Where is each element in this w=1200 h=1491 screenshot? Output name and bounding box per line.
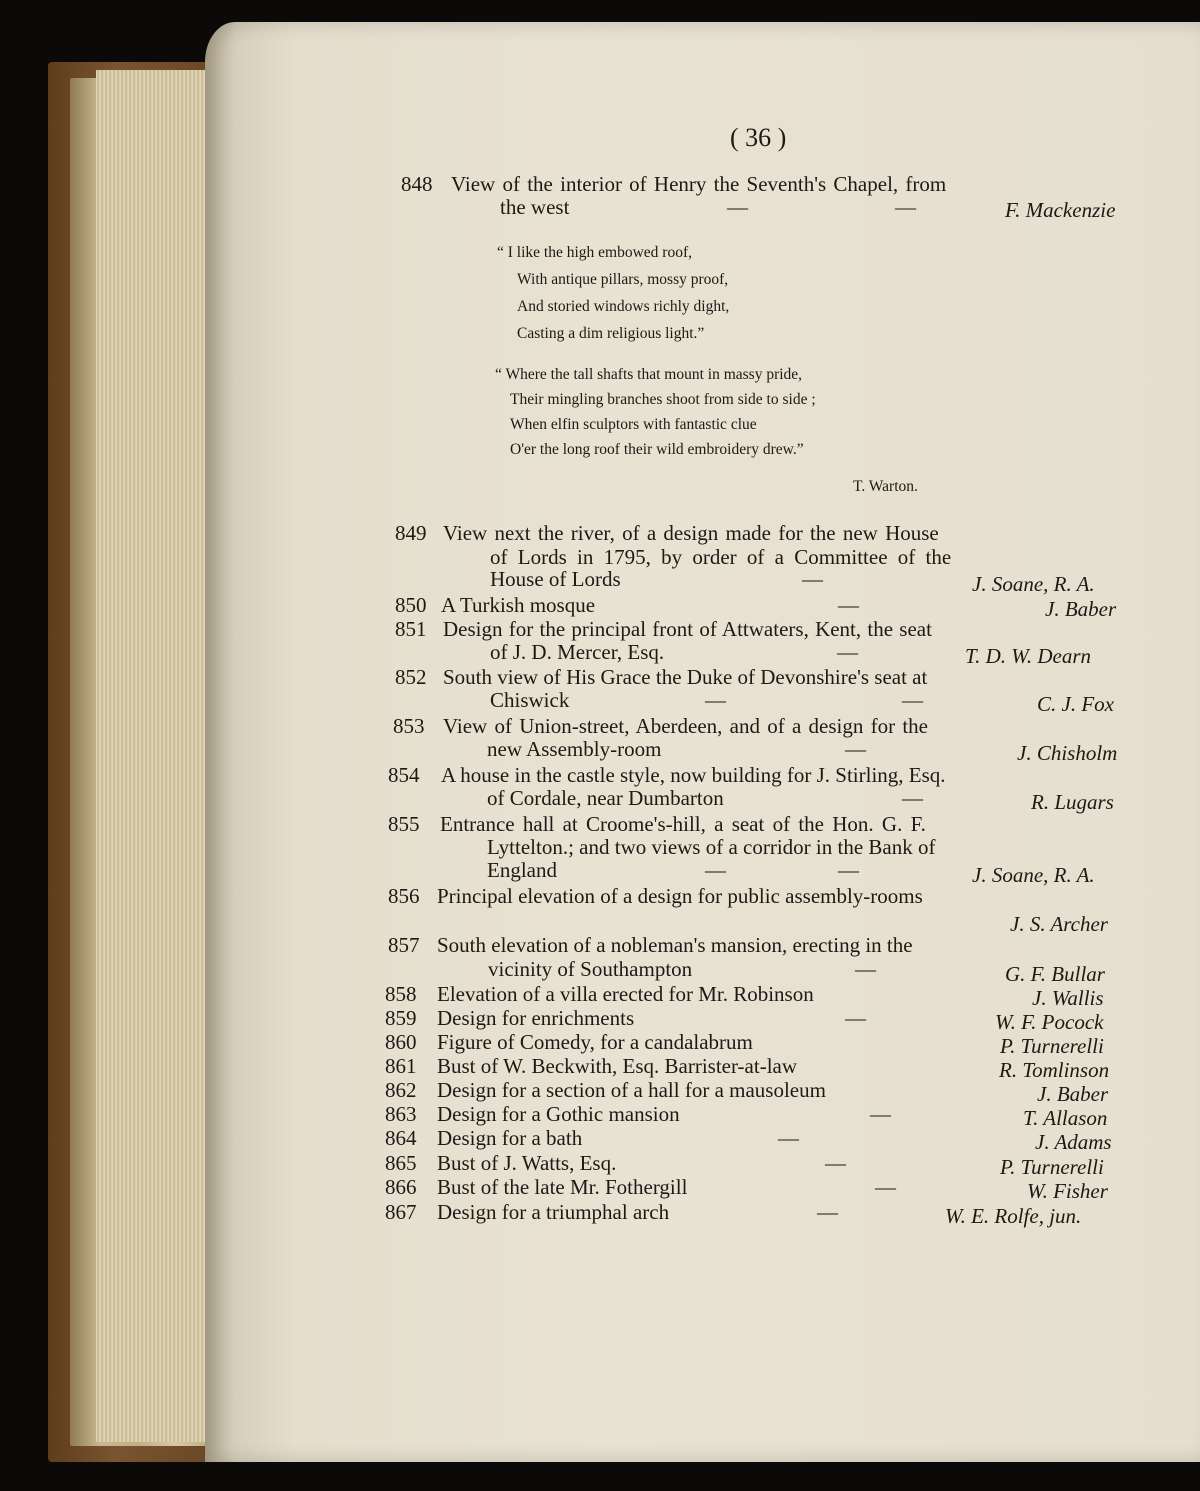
entry-text: South view of His Grace the Duke of Devonshire's seat at (443, 665, 928, 689)
entry-text: Figure of Comedy, for a candalabrum (437, 1030, 753, 1054)
entry-text: England (487, 858, 557, 882)
entry-number: 855 (388, 812, 420, 836)
entry-dash: — (778, 1126, 799, 1150)
page-number: ( 36 ) (730, 123, 787, 152)
entry-text: Design for a triumphal arch (437, 1200, 670, 1224)
entry-dash: — (838, 858, 859, 882)
entry-text: South elevation of a nobleman's mansion, erecting in the (437, 933, 913, 957)
entry-text: View next the river, of a design made for the new House (443, 521, 939, 545)
entry-artist: W. F. Pocock (995, 1010, 1104, 1034)
entry-text: House of Lords (490, 567, 621, 591)
entry-text: Design for a section of a hall for a mausoleum (437, 1078, 826, 1102)
entry-artist: J. Baber (1037, 1082, 1109, 1106)
entry-dash: — (817, 1200, 838, 1224)
entry-dash: — (875, 1175, 896, 1199)
entry-number: 857 (388, 933, 420, 957)
entry-number: 866 (385, 1175, 417, 1199)
entry-number: 858 (385, 982, 417, 1006)
page-stack-edges (96, 70, 206, 1442)
entry-artist: R. Tomlinson (999, 1058, 1110, 1082)
entry-number: 860 (385, 1030, 417, 1054)
entry-artist: T. Allason (1023, 1106, 1108, 1130)
entry-text: Design for enrichments (437, 1006, 635, 1030)
entry-number: 865 (385, 1151, 417, 1175)
entry-text: Bust of J. Watts, Esq. (437, 1151, 617, 1175)
verse-line: Casting a dim religious light.” (517, 325, 705, 342)
entry-artist: W. Fisher (1027, 1179, 1108, 1203)
entry-dash: — (705, 858, 726, 882)
entry-artist: F. Mackenzie (1005, 198, 1116, 222)
entry-artist: T. D. W. Dearn (965, 644, 1092, 668)
entry-number: 867 (385, 1200, 417, 1224)
entry-dash: — (870, 1102, 891, 1126)
entry-text: Entrance hall at Croome's-hill, a seat of the Hon. G. F. (440, 812, 926, 836)
entry-text: A house in the castle style, now building for J. Stirling, Esq. (441, 763, 946, 787)
entry-dash: — (825, 1151, 846, 1175)
entry-text: vicinity of Southampton (488, 957, 693, 981)
entry-number: 849 (395, 521, 427, 545)
verse-line: And storied windows richly dight, (517, 298, 730, 315)
entry-text: Elevation of a villa erected for Mr. Robinson (437, 982, 814, 1006)
entry-number: 854 (388, 763, 420, 787)
entry-artist: G. F. Bullar (1005, 962, 1105, 986)
entry-dash: — (727, 195, 748, 219)
entry-dash: — (902, 688, 923, 712)
verse-line: O'er the long roof their wild embroidery drew.” (510, 441, 804, 458)
entry-number: 863 (385, 1102, 417, 1126)
entry-dash: — (838, 593, 859, 617)
verse-line: “ Where the tall shafts that mount in massy pride, (495, 366, 803, 383)
entry-text: Design for a bath (437, 1126, 583, 1150)
entry-text: Principal elevation of a design for public assembly-rooms (437, 884, 923, 908)
entry-text: of Lords in 1795, by order of a Committee of the (490, 545, 952, 569)
entry-dash: — (895, 195, 916, 219)
entry-dash: — (705, 688, 726, 712)
entry-text: Bust of the late Mr. Fothergill (437, 1175, 688, 1199)
entry-number: 853 (393, 714, 425, 738)
verse-line: Their mingling branches shoot from side to side ; (510, 391, 816, 408)
entry-text: of Cordale, near Dumbarton (487, 786, 724, 810)
entry-text: new Assembly-room (487, 737, 662, 761)
entry-number: 848 (401, 172, 433, 196)
entry-artist: J. Baber (1045, 597, 1117, 621)
entry-number: 859 (385, 1006, 417, 1030)
entry-dash: — (845, 1006, 866, 1030)
entry-artist: J. Chisholm (1017, 741, 1118, 765)
book-page (205, 22, 1200, 1462)
entry-text: Design for a Gothic mansion (437, 1102, 680, 1126)
entry-number: 864 (385, 1126, 417, 1150)
entry-artist: J. Soane, R. A. (972, 572, 1095, 596)
entry-text: Lyttelton.; and two views of a corridor in the Bank of (487, 835, 936, 859)
entry-number: 851 (395, 617, 427, 641)
entry-text: Bust of W. Beckwith, Esq. Barrister-at-law (437, 1054, 798, 1078)
entry-artist: P. Turnerelli (1000, 1155, 1104, 1179)
entry-text: View of Union-street, Aberdeen, and of a design for the (443, 714, 929, 738)
verse-line: When elfin sculptors with fantastic clue (510, 416, 757, 433)
entry-artist: J. S. Archer (1010, 912, 1108, 936)
entry-artist: J. Wallis (1032, 986, 1104, 1010)
verse-line: “ I like the high embowed roof, (497, 244, 692, 261)
entry-dash: — (802, 567, 823, 591)
entry-number: 856 (388, 884, 420, 908)
entry-text: of J. D. Mercer, Esq. (490, 640, 665, 664)
entry-text: Design for the principal front of Attwaters, Kent, the seat (443, 617, 932, 641)
entry-artist: P. Turnerelli (1000, 1034, 1104, 1058)
entry-artist: R. Lugars (1031, 790, 1114, 814)
entry-number: 852 (395, 665, 427, 689)
entry-text: A Turkish mosque (441, 593, 596, 617)
entry-dash: — (837, 640, 858, 664)
entry-dash: — (845, 737, 866, 761)
entry-artist: W. E. Rolfe, jun. (945, 1204, 1082, 1228)
entry-text: the west (500, 195, 570, 219)
verse-attribution: T. Warton. (853, 478, 918, 495)
entry-dash: — (902, 786, 923, 810)
entry-number: 850 (395, 593, 427, 617)
entry-text: Chiswick (490, 688, 570, 712)
entry-text: View of the interior of Henry the Seventh's Chapel, from (451, 172, 947, 196)
entry-number: 862 (385, 1078, 417, 1102)
entry-number: 861 (385, 1054, 417, 1078)
entry-dash: — (855, 957, 876, 981)
verse-line: With antique pillars, mossy proof, (517, 271, 729, 288)
entry-artist: C. J. Fox (1037, 692, 1114, 716)
entry-artist: J. Soane, R. A. (972, 863, 1095, 887)
entry-artist: J. Adams (1035, 1130, 1112, 1154)
